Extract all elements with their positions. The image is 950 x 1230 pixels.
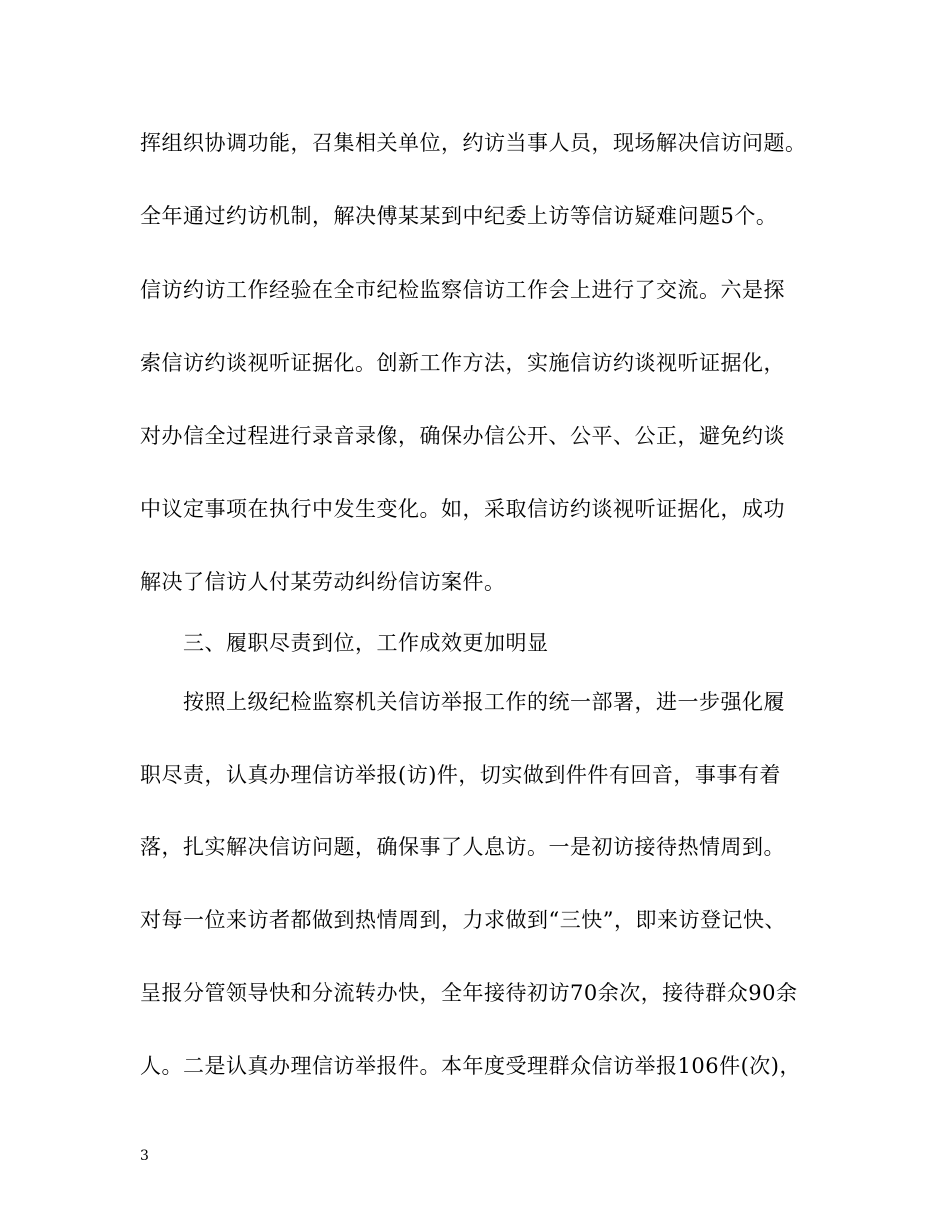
text-line: 职尽责，认真办理信访举报(访)件，切实做到件件有回音，事事有着 [140, 763, 781, 787]
text-line: 中议定事项在执行中发生变化。如，采取信访约谈视听证据化，成功 [140, 497, 785, 521]
text-line: 人。二是认真办理信访举报件。本年度受理群众信访举报106件(次)， [140, 1054, 801, 1078]
section-heading: 三、履职尽责到位，工作成效更加明显 [183, 631, 549, 655]
text-line: 对办信全过程进行录音录像，确保办信公开、公平、公正，避免约谈 [140, 424, 785, 448]
text-line: 对每一位来访者都做到热情周到，力求做到“三快”，即来访登记快、 [140, 908, 786, 932]
text-line: 信访约访工作经验在全市纪检监察信访工作会上进行了交流。六是探 [140, 278, 785, 302]
text-line: 解决了信访人付某劳动纠纷信访案件。 [140, 570, 506, 594]
text-line: 挥组织协调功能，召集相关单位，约访当事人员，现场解决信访问题。 [140, 131, 807, 155]
text-line: 按照上级纪检监察机关信访举报工作的统一部署，进一步强化履 [183, 690, 785, 714]
page-number: 3 [140, 1148, 149, 1164]
text-line: 呈报分管领导快和分流转办快，全年接待初访70余次，接待群众90余 [140, 981, 798, 1005]
text-line: 落，扎实解决信访问题，确保事了人息访。一是初访接待热情周到。 [140, 835, 785, 859]
text-line: 全年通过约访机制，解决傅某某到中纪委上访等信访疑难问题5个。 [140, 204, 778, 228]
text-line: 索信访约谈视听证据化。创新工作方法，实施信访约谈视听证据化， [140, 351, 785, 375]
